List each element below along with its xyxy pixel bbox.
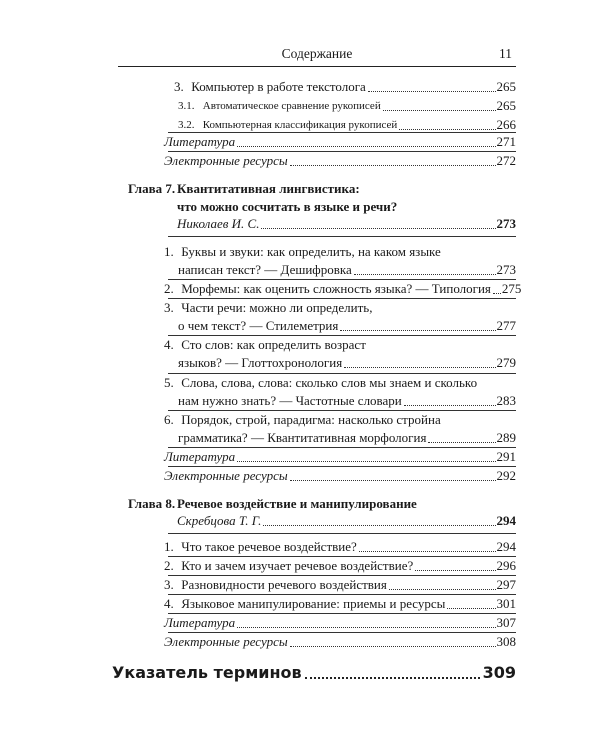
entry-page: 275 [501,281,522,296]
entry-page: 294 [496,513,516,528]
toc-entry[interactable] [164,280,522,298]
entry-line1 [164,336,366,354]
chapter-label: Глава 7. [128,181,176,196]
chapter-author[interactable] [177,215,516,233]
entry-number: 5. [164,375,174,390]
separator [168,236,516,237]
dot-leader [237,627,495,628]
entry-title: написан текст? — Дешифровка [178,262,352,277]
entry-title: Электронные ресурсы [164,153,288,168]
toc-entry[interactable] [174,78,516,96]
dot-leader [344,367,495,368]
entry-title: Компьютерная классификация рукописей [202,119,398,131]
toc-entry[interactable] [164,576,516,594]
entry-title: Указатель терминов [112,663,302,682]
toc-literature[interactable] [164,133,516,151]
dot-leader [290,646,496,647]
entry-line1 [164,411,441,429]
dot-leader [399,129,495,130]
author-name: Скребцова Т. Г. [177,513,262,528]
entry-number: 3.1. [178,100,195,112]
entry-number: 2. [164,558,174,573]
author-name: Николаев И. С. [177,216,260,231]
entry-number: 4. [164,596,174,611]
entry-page: 273 [496,262,516,277]
dot-leader [263,525,495,526]
dot-leader [261,228,495,229]
header-page-number: 11 [499,46,512,61]
dot-leader [404,405,496,406]
entry-title: Автоматическое сравнение рукописей [202,100,381,112]
toc-entry[interactable] [178,261,516,279]
dot-leader [415,570,495,571]
entry-page: 296 [496,558,516,573]
entry-title: Компьютер в работе текстолога [191,79,366,94]
entry-title: Литература [164,449,236,464]
toc-resources[interactable] [164,152,516,170]
separator [168,533,516,534]
entry-page: 265 [496,98,516,113]
chapter-title[interactable]: Квантитативная лингвистика: [177,181,360,196]
entry-page: 292 [496,468,516,483]
toc-subentry[interactable] [178,97,516,115]
dot-leader [340,330,495,331]
entry-page: 265 [496,79,516,94]
entry-page: 301 [496,596,516,611]
entry-page: 309 [482,663,516,682]
toc-entry[interactable] [178,354,516,372]
dot-leader [290,165,496,166]
header-title: Содержание [281,46,353,61]
entry-number: 3. [174,79,184,94]
entry-line1 [164,299,372,317]
entry-number: 4. [164,337,174,352]
toc-resources[interactable] [164,467,516,485]
entry-page: 283 [496,393,516,408]
entry-page: 266 [496,117,516,132]
entry-page: 277 [496,318,516,333]
entry-page: 289 [496,430,516,445]
entry-title: Что такое речевое воздействие? [181,539,357,554]
running-header [118,44,516,67]
entry-page: 273 [496,216,516,231]
entry-title: Литература [164,615,236,630]
entry-title: нам нужно знать? — Частотные словари [178,393,402,408]
dot-leader [383,110,496,111]
dot-leader [368,91,496,92]
entry-number: 1. [164,244,174,259]
entry-number: 3. [164,300,174,315]
toc-entry[interactable] [164,538,516,556]
entry-title: Буквы и звуки: как определить, на каком языке [181,244,441,259]
entry-number: 3.2. [178,119,195,131]
entry-title: о чем текст? — Стилеметрия [178,318,339,333]
entry-number: 3. [164,577,174,592]
entry-number: 1. [164,539,174,554]
entry-page: 308 [496,634,516,649]
entry-page: 307 [496,615,516,630]
toc-entry[interactable] [178,429,516,447]
toc-entry[interactable] [178,392,516,410]
toc-literature[interactable] [164,614,516,632]
entry-title: Литература [164,134,236,149]
entry-title: Электронные ресурсы [164,468,288,483]
dot-leader [493,293,501,294]
entry-number: 6. [164,412,174,427]
entry-title: Порядок, строй, парадигма: насколько стройна [181,412,441,427]
dot-leader [237,146,495,147]
chapter-title-line2[interactable]: что можно сосчитать в языке и речи? [177,199,398,214]
entry-line1 [164,243,441,261]
toc-literature[interactable] [164,448,516,466]
entry-line1 [164,374,477,392]
dot-leader [389,589,496,590]
dot-leader [428,442,495,443]
toc-entry[interactable] [178,317,516,335]
entry-page: 272 [496,153,516,168]
dot-leader [305,677,480,679]
toc-resources[interactable] [164,633,516,651]
entry-page: 297 [496,577,516,592]
dot-leader [359,551,496,552]
entry-page: 291 [496,449,516,464]
entry-title: Электронные ресурсы [164,634,288,649]
chapter-title[interactable]: Речевое воздействие и манипулирование [177,496,417,511]
toc-entry[interactable] [164,595,516,613]
entry-title: грамматика? — Квантитативная морфология [178,430,427,445]
entry-title: Разновидности речевого воздействия [181,577,387,592]
entry-number: 2. [164,281,174,296]
chapter-label: Глава 8. [128,496,176,511]
entry-title: Слова, слова, слова: сколько слов мы знаем и сколько [181,375,478,390]
entry-title: языков? — Глоттохронология [178,355,343,370]
entry-title: Кто и зачем изучает речевое воздействие? [181,558,414,573]
dot-leader [290,480,496,481]
entry-title: Морфемы: как оценить сложность языка? — Типология [181,281,491,296]
entry-title: Языковое манипулирование: приемы и ресурсы [181,596,446,611]
entry-page: 271 [496,134,516,149]
entry-page: 294 [496,539,516,554]
toc-index-entry[interactable] [112,662,516,684]
dot-leader [447,608,495,609]
entry-title: Части речи: можно ли определить, [181,300,373,315]
entry-page: 279 [496,355,516,370]
chapter-author[interactable] [177,512,516,530]
toc-entry[interactable] [164,557,516,575]
entry-title: Сто слов: как определить возраст [181,337,366,352]
dot-leader [237,461,495,462]
dot-leader [354,274,496,275]
